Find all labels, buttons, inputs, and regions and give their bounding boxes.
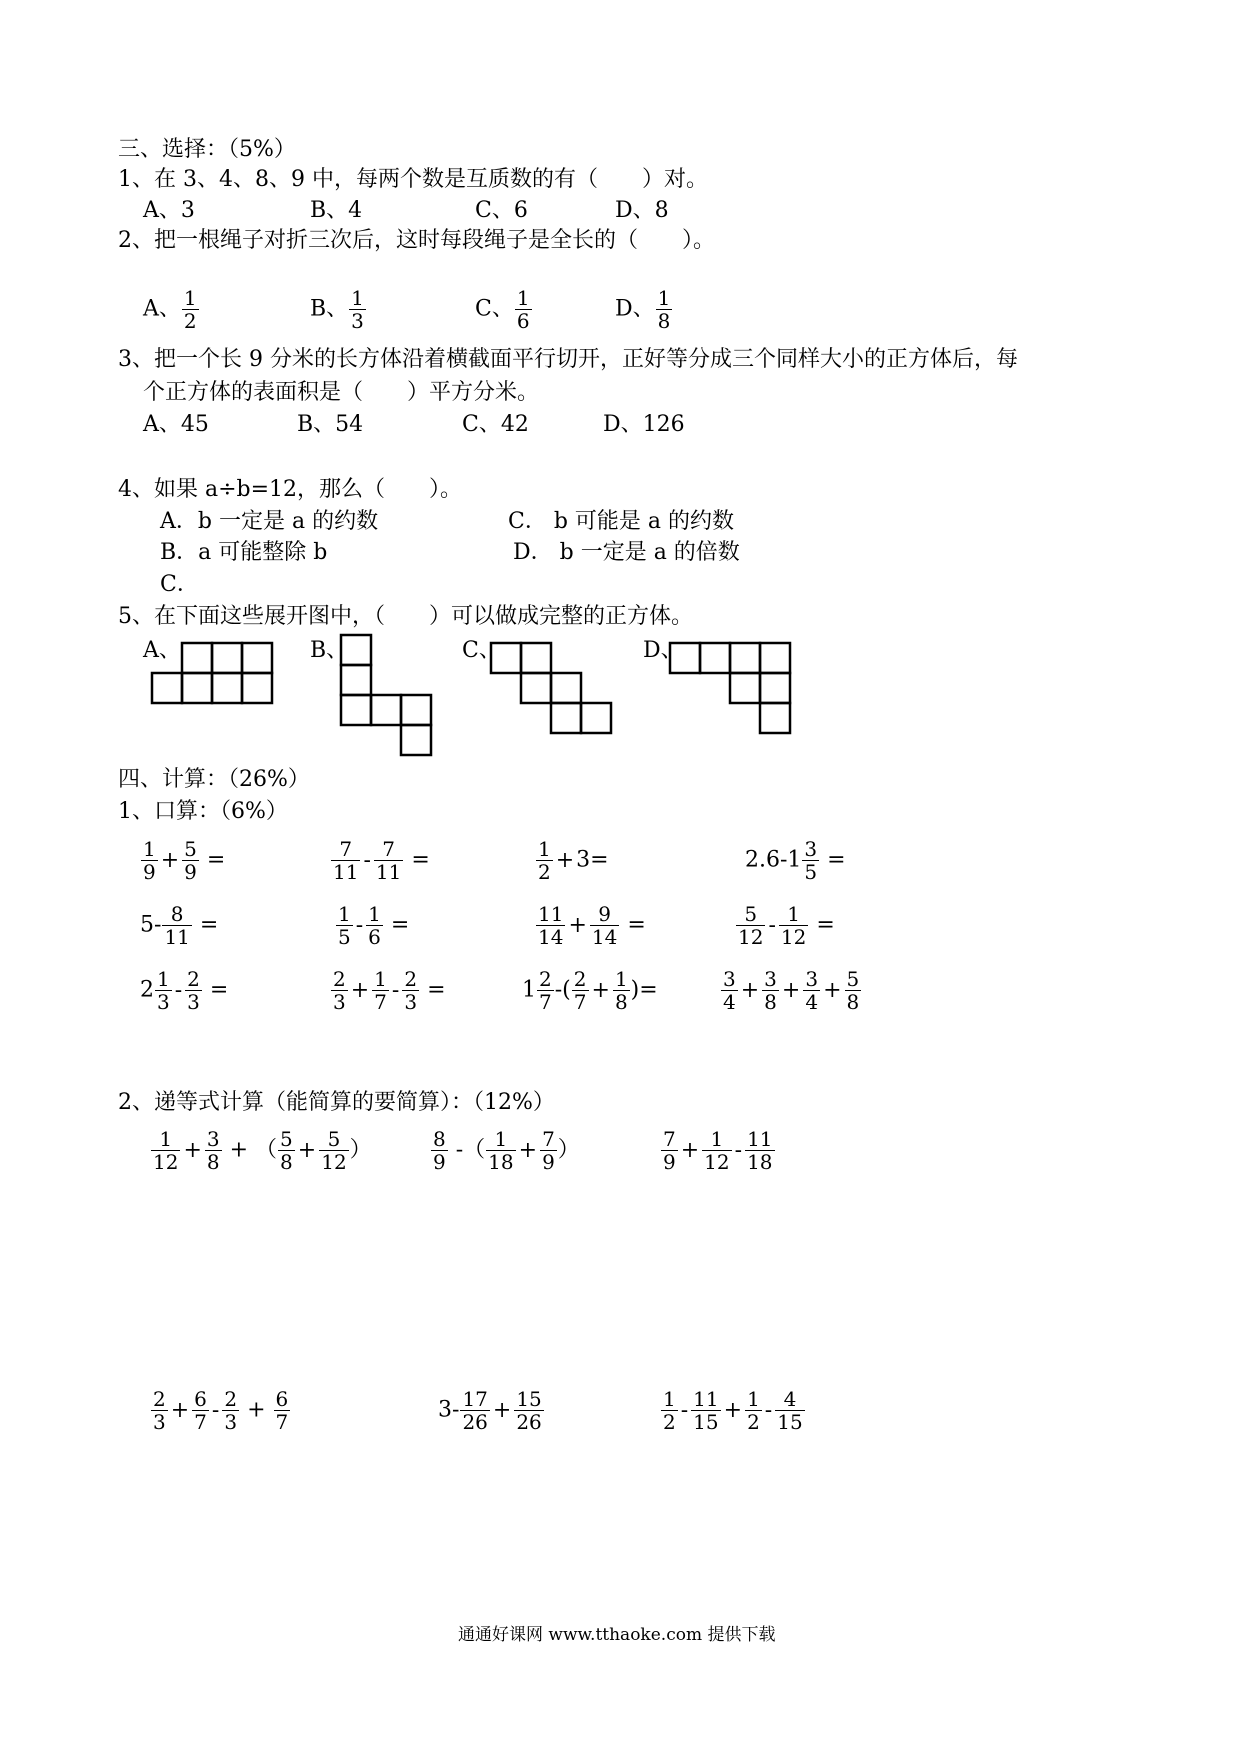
oral-9: 2 $\frac{1}{3}$ - $\frac{2}{3}$ = xyxy=(140,967,229,1014)
oral-5: 5- $\frac{8}{11}$ = xyxy=(140,902,219,949)
net-b-label: B、 xyxy=(310,638,349,663)
q3-option-a: A、45 xyxy=(143,412,209,437)
oral-11: 1 $\frac{2}{7}$ -( $\frac{2}{7}$ + $\frac{1}{8}$ )= xyxy=(522,967,658,1014)
step-calc-6: $\frac{1}{2}$ - $\frac{11}{15}$ + $\frac{1}{2}$ - $\frac{4}{15}$ xyxy=(663,1387,803,1434)
option-label: C、 xyxy=(475,296,514,322)
denominator: 8 xyxy=(657,309,671,333)
step-calc-5: 3- $\frac{17}{26}$ + $\frac{15}{26}$ xyxy=(438,1387,542,1434)
question-2: 2、把一根绳子对折三次后，这时每段绳子是全长的（ ）。 xyxy=(118,228,715,253)
numerator: 1 xyxy=(351,286,364,310)
option-label: D、 xyxy=(615,296,655,322)
numerator: 1 xyxy=(657,286,671,310)
step-calc-3: $\frac{7}{9}$ + $\frac{1}{12}$ - $\frac{11}{18}$ xyxy=(663,1127,773,1174)
q3-option-b: B、54 xyxy=(297,412,364,437)
cube-net-a xyxy=(150,640,280,706)
q3-option-c: C、42 xyxy=(462,412,529,437)
numerator: 1 xyxy=(183,286,197,310)
q4-option-c-extra: C． xyxy=(160,572,199,597)
section4-sub2: 2、递等式计算（能简算的要简算）：（12%） xyxy=(118,1090,555,1115)
numerator: 1 xyxy=(516,286,530,310)
cube-net-b xyxy=(338,632,438,760)
denominator: 2 xyxy=(183,309,197,333)
step-calc-2: $\frac{8}{9}$ -（ $\frac{1}{18}$ + $\frac{7}{9}$ ） xyxy=(433,1127,580,1174)
q1-option-a: A、3 xyxy=(143,198,195,223)
step-calc-1: $\frac{1}{12}$ + $\frac{3}{8}$ + （ $\frac{5}{8}$ + $\frac{5}{12}$ ） xyxy=(153,1127,372,1174)
q4-option-c: C． b 可能是 a 的约数 xyxy=(508,509,735,534)
oral-3: $\frac{1}{2}$ +3= xyxy=(538,837,609,884)
q1-option-d: D、8 xyxy=(615,198,669,223)
footer-credit: 通通好课网 www.tthaoke.com 提供下载 xyxy=(458,1625,776,1645)
step-calc-4: $\frac{2}{3}$ + $\frac{6}{7}$ - $\frac{2}{3}$ + $\frac{6}{7}$ xyxy=(153,1387,289,1434)
question-3-line1: 3、把一个长 9 分米的长方体沿着横截面平行切开，正好等分成三个同样大小的正方体后，每 xyxy=(118,347,1018,372)
oral-1: $\frac{1}{9}$ + $\frac{5}{9}$ = xyxy=(143,837,226,884)
question-4: 4、如果 a÷b=12，那么（ ）。 xyxy=(118,477,463,502)
q1-option-b: B、4 xyxy=(310,198,363,223)
question-3-line2: 个正方体的表面积是（ ）平方分米。 xyxy=(143,380,540,405)
option-label: A、 xyxy=(143,296,181,322)
section4-heading: 四、计算：（26%） xyxy=(118,767,310,792)
question-5: 5、在下面这些展开图中，（ ）可以做成完整的正方体。 xyxy=(118,604,693,629)
cube-net-c xyxy=(488,640,618,740)
section4-sub1: 1、口算：（6%） xyxy=(118,799,288,824)
oral-8: $\frac{5}{12}$ - $\frac{1}{12}$ = xyxy=(738,902,835,949)
oral-2: $\frac{7}{11}$ - $\frac{7}{11}$ = xyxy=(333,837,430,884)
oral-10: $\frac{2}{3}$ + $\frac{1}{7}$ - $\frac{2}{3}$ = xyxy=(333,967,446,1014)
q3-option-d: D、126 xyxy=(603,412,685,437)
q4-option-a: A．b 一定是 a 的约数 xyxy=(160,509,379,534)
net-d-label: D、 xyxy=(643,638,683,663)
denominator: 3 xyxy=(351,309,364,333)
q2-option-a xyxy=(143,287,200,332)
option-label: B、 xyxy=(310,296,349,322)
section3-heading: 三、选择：（5%） xyxy=(118,137,296,162)
cube-net-d xyxy=(667,640,797,740)
q4-option-d: D． b 一定是 a 的倍数 xyxy=(513,540,740,565)
question-1: 1、在 3、4、8、9 中，每两个数是互质数的有（ ）对。 xyxy=(118,167,708,192)
net-c-label: C、 xyxy=(462,638,501,663)
q2-option-d xyxy=(615,287,673,332)
oral-12: $\frac{3}{4}$ + $\frac{3}{8}$ + $\frac{3}{4}$ + $\frac{5}{8}$ xyxy=(723,967,860,1014)
q1-option-c: C、6 xyxy=(475,198,528,223)
net-a-label: A、 xyxy=(143,638,181,663)
oral-4: 2.6-1 $\frac{3}{5}$ = xyxy=(745,837,846,884)
q4-option-b: B．a 可能整除 b xyxy=(160,540,328,565)
oral-6: $\frac{1}{5}$ - $\frac{1}{6}$ = xyxy=(338,902,410,949)
denominator: 6 xyxy=(516,309,530,333)
oral-7: $\frac{11}{14}$ + $\frac{9}{14}$ = xyxy=(538,902,646,949)
q2-option-b xyxy=(310,287,367,332)
q2-option-c xyxy=(475,287,533,332)
